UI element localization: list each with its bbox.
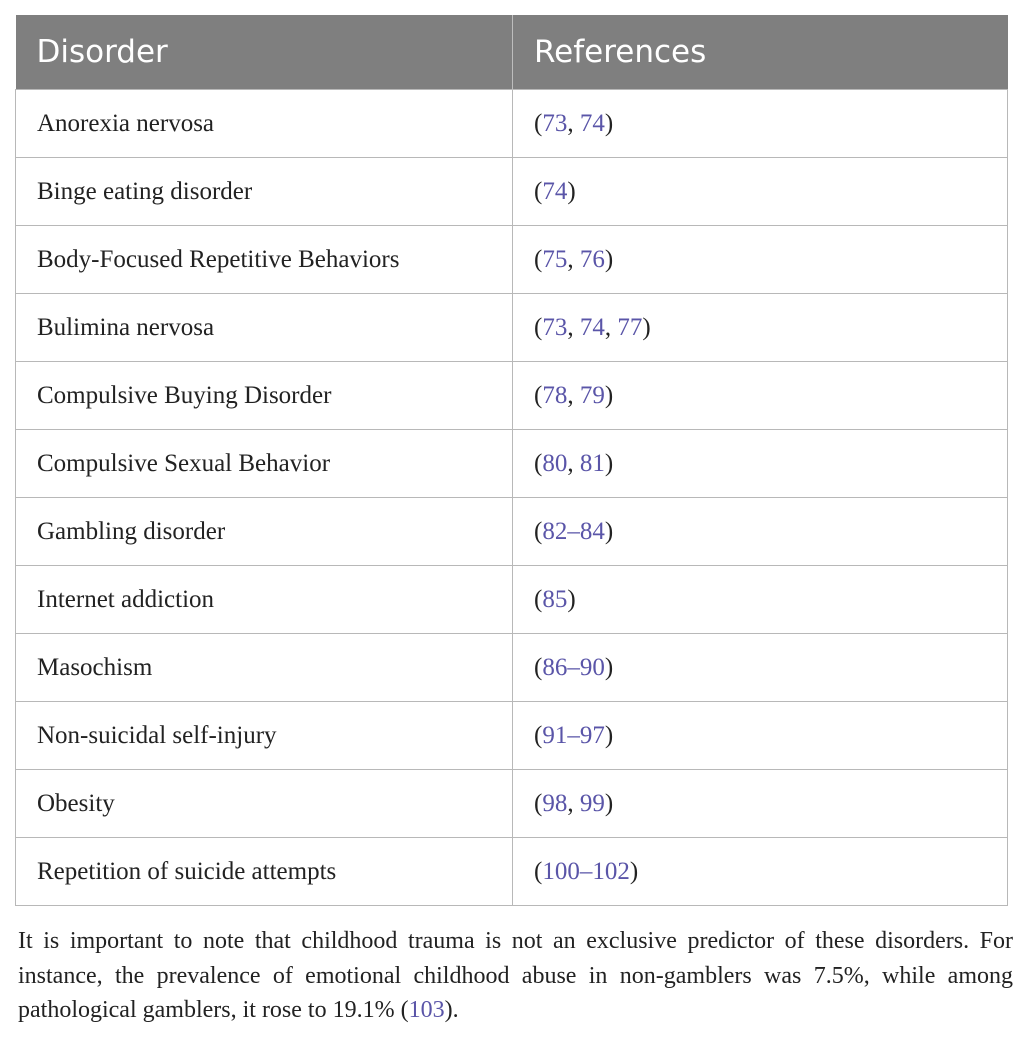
header-references: References [513,15,1008,90]
citation-link[interactable]: 73 [542,313,568,341]
citation-link[interactable]: 79 [579,381,605,409]
references-cell: (78, 79) [513,362,1008,430]
table-row [16,294,1008,362]
table-row [16,634,1008,702]
table-row [16,226,1008,294]
citation-link[interactable]: 76 [579,245,605,273]
disorder-cell: Compulsive Buying Disorder [16,362,513,430]
table-row [16,702,1008,770]
references-cell: (75, 76) [513,226,1008,294]
disorder-cell: Non-suicidal self-injury [16,702,513,770]
table-row [16,90,1008,158]
table-row [16,770,1008,838]
citation-link[interactable]: 81 [579,449,605,477]
table-row [16,566,1008,634]
references-cell: (73, 74, 77) [513,294,1008,362]
disorder-cell: Gambling disorder [16,498,513,566]
header-disorder: Disorder [16,15,513,90]
references-cell: (74) [513,158,1008,226]
citation-link[interactable]: 74 [579,109,605,137]
citation-link[interactable]: 78 [542,381,568,409]
disorder-cell: Repetition of suicide attempts [16,838,513,906]
references-cell: (85) [513,566,1008,634]
header-row [16,15,1008,90]
citation-link[interactable]: 74 [542,177,568,205]
references-cell: (91–97) [513,702,1008,770]
references-cell: (100–102) [513,838,1008,906]
disorder-reference-table [15,15,1008,906]
disorder-cell: Binge eating disorder [16,158,513,226]
citation-link[interactable]: 74 [579,313,605,341]
disorder-cell: Obesity [16,770,513,838]
footnote-tail: ). [444,997,459,1023]
disorder-cell: Bulimina nervosa [16,294,513,362]
citation-link[interactable]: 85 [542,585,568,613]
table-row [16,430,1008,498]
references-cell: (86–90) [513,634,1008,702]
table-row [16,498,1008,566]
disorder-cell: Anorexia nervosa [16,90,513,158]
citation-link[interactable]: 100–102 [542,857,630,885]
references-cell: (73, 74) [513,90,1008,158]
citation-link[interactable]: 77 [617,313,643,341]
references-cell: (80, 81) [513,430,1008,498]
citation-link[interactable]: 80 [542,449,568,477]
table-row [16,362,1008,430]
disorder-cell: Internet addiction [16,566,513,634]
disorder-cell: Masochism [16,634,513,702]
citation-link[interactable]: 75 [542,245,568,273]
citation-link[interactable]: 99 [579,789,605,817]
table-row [16,158,1008,226]
footnote-paragraph [18,924,1013,1028]
table-row [16,838,1008,906]
citation-link[interactable]: 73 [542,109,568,137]
disorder-cell: Compulsive Sexual Behavior [16,430,513,498]
citation-link[interactable]: 98 [542,789,568,817]
citation-link[interactable]: 91–97 [542,721,605,749]
citation-link[interactable]: 103 [408,997,445,1023]
footnote-text: It is important to note that childhood trauma is not an exclusive predictor of these disorders. For instance, the prevalence of emotional childhood abuse in non-gamblers was 7.5%, while among pathological gamblers, it rose to 19.1% ( [18,928,1013,1023]
citation-link[interactable]: 82–84 [542,517,605,545]
references-cell: (82–84) [513,498,1008,566]
disorder-cell: Body-Focused Repetitive Behaviors [16,226,513,294]
citation-link[interactable]: 86–90 [542,653,605,681]
references-cell: (98, 99) [513,770,1008,838]
